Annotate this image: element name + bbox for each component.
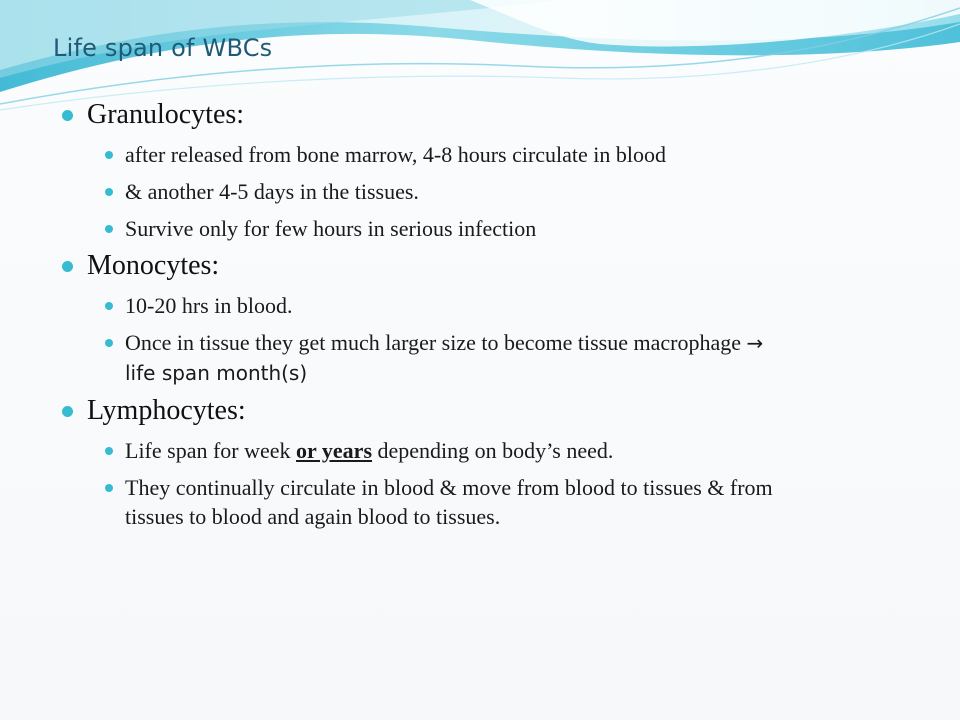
- sub-bullet-item: [60, 328, 800, 388]
- slide-content: [60, 92, 800, 531]
- sub-bullet-text: Survive only for few hours in serious infection: [125, 216, 537, 241]
- bullet-dot: [105, 447, 113, 455]
- sub-bullet-text: Once in tissue they get much larger size to become tissue macrophage: [125, 330, 747, 355]
- sub-bullet-text: after released from bone marrow, 4-8 hours circulate in blood: [125, 142, 667, 167]
- bullet-dot: [105, 225, 113, 233]
- sub-bullet-item: [60, 291, 800, 320]
- bullet-dot: [105, 302, 113, 310]
- sub-bullet-text: & another 4-5 days in the tissues.: [125, 179, 419, 204]
- sub-bullet-item: [60, 436, 800, 465]
- sub-bullet-list: [60, 291, 800, 388]
- emphasis-text: or years: [296, 438, 373, 463]
- bullet-dot: [62, 261, 73, 272]
- heading-text: Monocytes:: [87, 250, 220, 281]
- sub-bullet-item: [60, 473, 800, 531]
- sub-bullet-text: They continually circulate in blood & move from blood to tissues & from tissues to blood and again blood to tissues.: [125, 475, 773, 529]
- section-granulocytes: [60, 98, 800, 243]
- sub-bullet-item: [60, 140, 800, 169]
- heading-text: Lymphocytes:: [87, 395, 246, 426]
- sub-bullet-item: [60, 214, 800, 243]
- bullet-heading-monocytes: [60, 249, 800, 283]
- bullet-dot: [62, 110, 73, 121]
- bullet-dot: [105, 188, 113, 196]
- heading-text: Granulocytes:: [87, 99, 245, 130]
- bullet-dot: [105, 484, 113, 492]
- bullet-heading-lymphocytes: [60, 394, 800, 428]
- section-monocytes: [60, 249, 800, 388]
- arrow-right-icon: →: [746, 331, 764, 355]
- sub-bullet-list: [60, 140, 800, 243]
- sub-bullet-tail-text: life span month(s): [125, 361, 308, 385]
- bullet-heading-granulocytes: [60, 98, 800, 132]
- sub-bullet-list: [60, 436, 800, 531]
- slide-title: Life span of WBCs: [53, 34, 273, 62]
- bullet-dot: [105, 339, 113, 347]
- bullet-dot: [105, 151, 113, 159]
- section-lymphocytes: [60, 394, 800, 531]
- sub-bullet-item: [60, 177, 800, 206]
- bullet-dot: [62, 406, 73, 417]
- sub-bullet-text: Life span for week: [125, 438, 297, 463]
- sub-bullet-text-after: depending on body’s need.: [372, 438, 614, 463]
- sub-bullet-text: 10-20 hrs in blood.: [125, 293, 293, 318]
